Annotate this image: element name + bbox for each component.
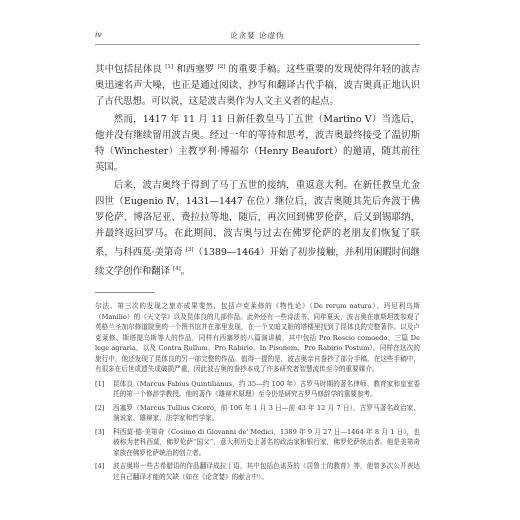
text-run: 后来，波吉奥终于得到了马丁五世的接纳，重返意大利。在新任教皇尤金四世（Eugenio Ⅳ，1431—1447 在位）继位后，波吉奥随其先后奔波于佛罗伦萨、博洛尼亚、费拉拉等地，随后，再次回到佛罗伦萨，后又到锡耶纳，并最终返回罗马。在此期间，波吉奥与过去在佛罗伦萨的老朋友们恢复了联系，与科西莫·美第奇	[95, 180, 420, 259]
text-run: 和西塞罗	[173, 64, 218, 76]
book-page	[95, 30, 420, 500]
footnote-number: [1]	[95, 379, 105, 388]
body-paragraph	[95, 59, 420, 110]
footnote-text: 昆体良（Marcus Fabius Quintilianus，约 35—约 100 年）古罗马时期的著名律师、教育家和皇室委托的第一个修辞学教授。他的著作《雄辩术原理》至今仍是研究古罗马修辞学的重要参考。	[113, 379, 420, 399]
footnote	[95, 379, 420, 400]
footnote-rule	[95, 292, 155, 293]
footnote-number: [3]	[95, 427, 105, 436]
footnote-continuation: 尔法、第三次的发现之旅亦成果斐然，包括卢克莱修的《物性论》（De rerum natura）、玛尼利乌斯（Manilio）的《天文学》以及昆体良的几部作品。此外还有一些诗法书、同年夏天，波吉奥在康斯坦茨参观了英格兰圣加尔修道院里的一个图书馆并在那里发现，在一个又暗又脏的塔楼里找到了昆体良的完整著作。以及卢克莱修、斯塔提乌斯等人的作品，同样有西塞罗的八篇演讲稿，其中包括 Pro Roscio comoedo、三篇 De lege agraria，以及 Contra Rullum、Pro Rabirio、In Pisonem、Pro Rabirio Postum）。同样在这次的旅行中，他还发现了昆体良的另一部完整的作品。值得一提的是，波吉奥亲自誊抄了部分手稿，在这些手稿中，有很多在后世或遗失或破损严重，因此波吉奥的誊抄本成了许多研究者智慧流传至今的重要媒介。	[95, 302, 420, 374]
footnote-number: [4]	[95, 462, 105, 471]
text-run: 其中包括昆体良	[95, 64, 166, 76]
text-run: 。	[180, 266, 191, 278]
footnote-ref: [3]	[185, 247, 194, 254]
footnote-text: 科西莫·德·美第奇（Cosimo di Giovanni de' Medici，1389 年 9 月 27 日—1464 年 8 月 1 日），也被称为老科西莫，佛罗伦萨“国父”，意大利历史上著名的政治家和银行家，佛罗伦萨统治者。他是美第奇家族在佛罗伦萨统治的创立者。	[113, 427, 420, 457]
footnote-ref: [2]	[217, 64, 226, 70]
footnote	[95, 427, 420, 459]
footnote	[95, 461, 420, 482]
footnote-text: 波吉奥将一些古希腊语的作品翻译成拉丁语，其中包括色诺芬的《居鲁士的教育》等，他曾多次公开表达过自己翻译才能的欠缺（如在《论贪婪》的献言中）。	[113, 462, 420, 481]
text-run: 然而，1417 年 11 月 11 日新任教皇马丁五世（Martino V）当选后，他并没有继续留用波吉奥。经过一年的等待和思考，波吉奥最终接受了温切斯特（Winchester）主教亨利·博福尔（Henry Beaufort）的邀请，随其前往英国。	[95, 114, 420, 174]
footnote-ref: [1]	[165, 64, 174, 70]
running-head: 论贪婪 论虚伪	[230, 31, 285, 40]
body-paragraph	[95, 112, 420, 176]
footnote-list	[95, 379, 420, 483]
folio: iv	[95, 30, 102, 39]
text-run: 的重要手稿。这些重要的发现使得年轻的波吉奥迅速名声大噪，也正是通过阅读、抄写和翻译古代手稿，波吉奥真正地认识了古代思想。可以说，这是波吉奥作为人文主义者的起点。	[95, 64, 420, 108]
footnotes	[95, 301, 420, 482]
footnote-ref: [4]	[172, 266, 181, 273]
body-paragraph	[95, 178, 420, 280]
footnote	[95, 403, 420, 424]
main-text	[95, 59, 420, 280]
footnote-text: 西塞罗（Marcus Tullius Cicero，前 106 年 1 月 3 日—前 43 年 12 月 7 日），古罗马著名政治家、演说家、雄辩家、法学家和哲学家。	[113, 403, 420, 423]
footnote-number: [2]	[95, 403, 105, 412]
text-run: （1389—1464）开始了初步接触，并利用闲暇时间继续文学创作和翻译	[95, 247, 420, 278]
page-header	[95, 30, 420, 45]
